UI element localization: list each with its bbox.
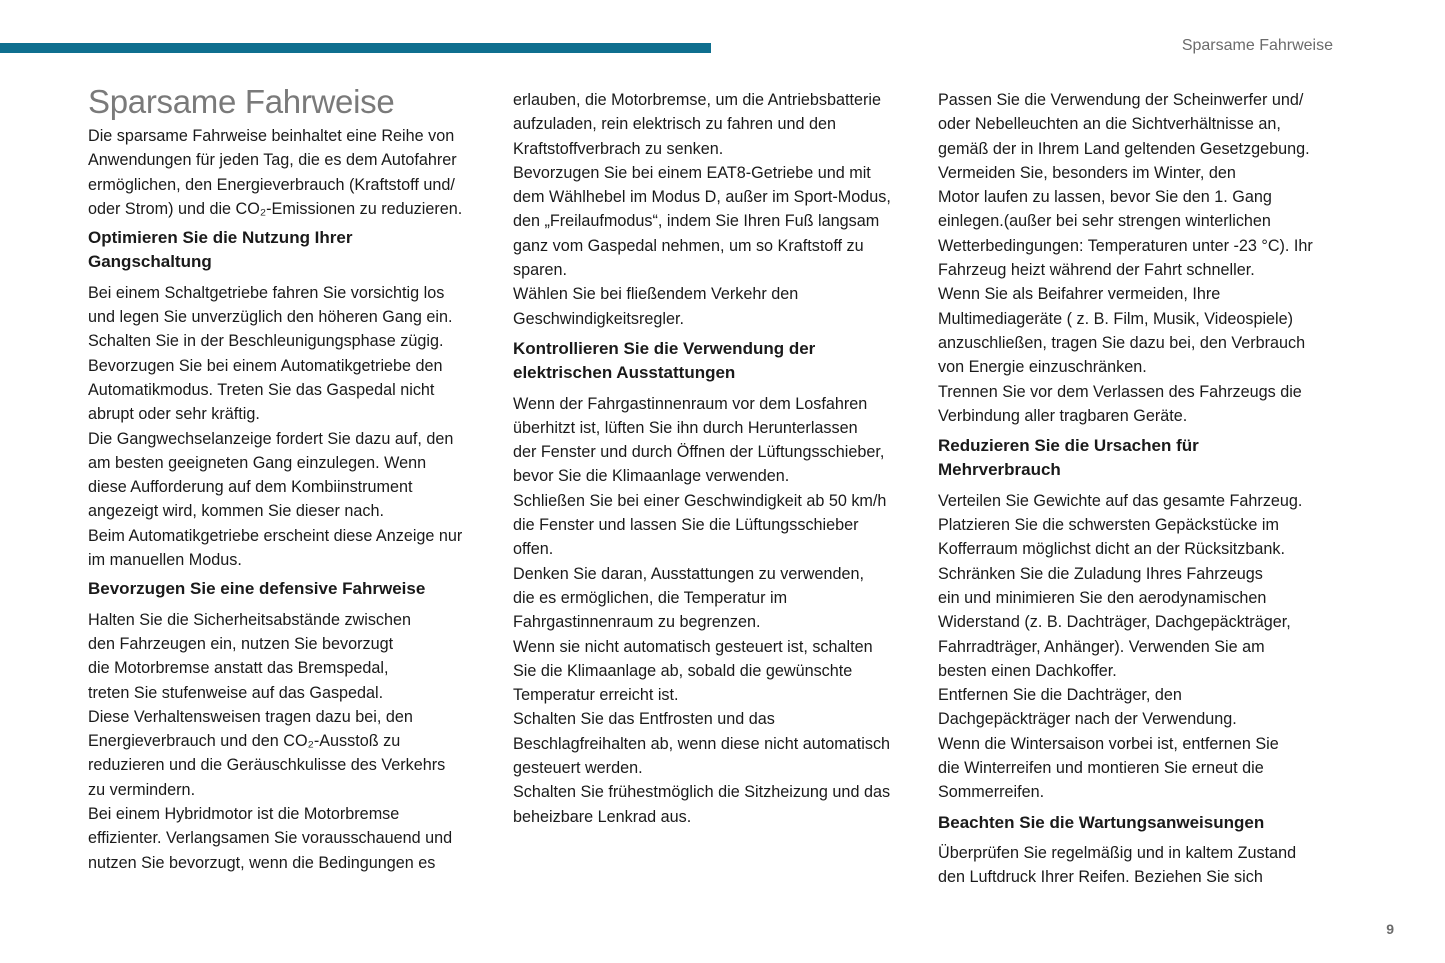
page-number: 9 <box>1386 921 1394 937</box>
text-line: Wenn die Wintersaison vorbei ist, entfernen Sie <box>938 734 1279 753</box>
text-line: Halten Sie die Sicherheitsabstände zwischen <box>88 610 412 629</box>
text-line: oder Nebelleuchten an die Sichtverhältnisse an, <box>938 115 1281 134</box>
text-line: Verbindung aller tragbaren Geräte. <box>938 406 1188 425</box>
text-line: Entfernen Sie die Dachträger, den <box>938 686 1182 705</box>
text-line: die es ermöglichen, die Temperatur im <box>513 588 788 607</box>
section-heading <box>88 226 488 275</box>
column-1 <box>88 0 488 875</box>
text-line: ermöglichen, den Energieverbrauch (Kraftstoff und/ <box>88 175 455 194</box>
text-line: elektrischen Ausstattungen <box>513 363 736 383</box>
text-line: Multimediageräte ( z. B. Film, Musik, Videospiele) <box>938 309 1294 328</box>
text-line: Sommerreifen. <box>938 783 1045 802</box>
text-line: treten Sie stufenweise auf das Gaspedal. <box>88 683 384 702</box>
text-line: zu vermindern. <box>88 780 196 799</box>
text-line: Fahrradträger, Anhänger). Verwenden Sie am <box>938 637 1265 656</box>
text-line: Widerstand (z. B. Dachträger, Dachgepäckträger, <box>938 613 1291 632</box>
text-line: Schalten Sie in der Beschleunigungsphase zügig. <box>88 332 444 351</box>
text-line: reduzieren und die Geräuschkulisse des Verkehrs <box>88 756 446 775</box>
text-line: Verteilen Sie Gewichte auf das gesamte Fahrzeug. <box>938 491 1303 510</box>
text-line: Sie die Klimaanlage ab, sobald die gewünschte <box>513 661 853 680</box>
text-line: diese Aufforderung auf dem Kombiinstrument <box>88 478 413 497</box>
text-line: Wenn Sie als Beifahrer vermeiden, Ihre <box>938 285 1221 304</box>
text-line: Die Gangwechselanzeige fordert Sie dazu auf, den <box>88 429 454 448</box>
text-line: die Motorbremse anstatt das Bremspedal, <box>88 659 389 678</box>
text-line: Überprüfen Sie regelmäßig und in kaltem Zustand <box>938 843 1297 862</box>
text-line: Mehrverbrauch <box>938 460 1061 480</box>
section-heading <box>88 577 488 601</box>
text-line: ein und minimieren Sie den aerodynamischen <box>938 588 1267 607</box>
text-line: dem Wählhebel im Modus D, außer im Sport-Modus, <box>513 188 891 207</box>
text-line: Gangschaltung <box>88 252 212 272</box>
text-line: Kofferraum möglichst dicht an der Rücksitzbank. <box>938 540 1285 559</box>
text-line: den Fahrzeugen ein, nutzen Sie bevorzugt <box>88 634 394 653</box>
text-line: Schalten Sie frühestmöglich die Sitzheizung und das <box>513 783 891 802</box>
text-line: Wenn sie nicht automatisch gesteuert ist, schalten <box>513 637 873 656</box>
text-line: den „Freilaufmodus“, indem Sie Ihren Fuß langsam <box>513 212 880 231</box>
section-heading <box>513 337 913 386</box>
text-line: aufzuladen, rein elektrisch zu fahren und den <box>513 115 837 134</box>
section-heading <box>938 434 1338 483</box>
text-line: Diese Verhaltensweisen tragen dazu bei, den <box>88 707 413 726</box>
text-line: Denken Sie daran, Ausstattungen zu verwenden, <box>513 564 864 583</box>
paragraph <box>88 124 488 221</box>
text-line: im manuellen Modus. <box>88 551 242 570</box>
text-line: Fahrgastinnenraum zu begrenzen. <box>513 613 761 632</box>
text-line: Geschwindigkeitsregler. <box>513 309 684 328</box>
text-line: Schränken Sie die Zuladung Ihres Fahrzeugs <box>938 564 1263 583</box>
paragraph <box>513 392 913 829</box>
text-line: Beschlagfreihalten ab, wenn diese nicht automatisch <box>513 734 891 753</box>
text-line: abrupt oder sehr kräftig. <box>88 405 260 424</box>
text-line: Vermeiden Sie, besonders im Winter, den <box>938 163 1236 182</box>
text-line: Kraftstoffverbrach zu senken. <box>513 139 724 158</box>
paragraph <box>938 489 1338 805</box>
text-line: Beim Automatikgetriebe erscheint diese Anzeige nur <box>88 526 463 545</box>
paragraph <box>938 88 1338 428</box>
text-line: offen. <box>513 540 554 559</box>
page-title: Sparsame Fahrweise <box>88 83 395 120</box>
text-line: Schalten Sie das Entfrosten und das <box>513 710 775 729</box>
column-2 <box>513 88 913 829</box>
column-3 <box>938 88 1338 890</box>
text-line: am besten geeigneten Gang einzulegen. Wenn <box>88 453 427 472</box>
text-line: bevor Sie die Klimaanlage verwenden. <box>513 467 790 486</box>
text-line: Wenn der Fahrgastinnenraum vor dem Losfahren <box>513 394 868 413</box>
paragraph <box>513 88 913 331</box>
text-line: Bevorzugen Sie bei einem Automatikgetriebe den <box>88 356 443 375</box>
text-line: Reduzieren Sie die Ursachen für <box>938 436 1199 456</box>
text-line: gesteuert werden. <box>513 759 643 778</box>
text-line: angezeigt wird, kommen Sie dieser nach. <box>88 502 385 521</box>
text-line: überhitzt ist, lüften Sie ihn durch Herunterlassen <box>513 418 858 437</box>
text-line: oder Strom) und die CO₂-Emissionen zu reduzieren. <box>88 199 463 218</box>
text-line: der Fenster und durch Öffnen der Lüftungsschieber, <box>513 443 885 462</box>
text-line: Dachgepäckträger nach der Verwendung. <box>938 710 1237 729</box>
text-line: erlauben, die Motorbremse, um die Antriebsbatterie <box>513 91 882 109</box>
text-line: ganz vom Gaspedal nehmen, um so Kraftstoff zu <box>513 236 864 255</box>
text-line: Anwendungen für jeden Tag, die es dem Autofahrer <box>88 151 457 170</box>
text-line: von Energie einzuschränken. <box>938 358 1147 377</box>
text-line: einlegen.(außer bei sehr strengen winterlichen <box>938 212 1271 231</box>
text-line: und legen Sie unverzüglich den höheren Gang ein. <box>88 308 453 327</box>
text-line: Passen Sie die Verwendung der Scheinwerfer und/ <box>938 91 1304 109</box>
text-line: Wählen Sie bei fließendem Verkehr den <box>513 285 799 304</box>
text-line: Automatikmodus. Treten Sie das Gaspedal nicht <box>88 380 435 399</box>
text-line: Temperatur erreicht ist. <box>513 686 679 705</box>
running-head: Sparsame Fahrweise <box>1181 37 1333 54</box>
text-line: Platzieren Sie die schwersten Gepäckstücke im <box>938 516 1279 535</box>
text-line: Beachten Sie die Wartungsanweisungen <box>938 812 1265 832</box>
text-line: Motor laufen zu lassen, bevor Sie den 1. Gang <box>938 188 1272 207</box>
text-line: Fahrzeug heizt während der Fahrt schneller. <box>938 261 1255 280</box>
text-line: die Fenster und lassen Sie die Lüftungsschieber <box>513 516 859 535</box>
text-line: effizienter. Verlangsamen Sie vorausschauend und <box>88 829 453 848</box>
paragraph <box>938 841 1338 890</box>
text-line: sparen. <box>513 261 567 280</box>
text-line: Optimieren Sie die Nutzung Ihrer <box>88 228 353 248</box>
text-line: beheizbare Lenkrad aus. <box>513 807 692 826</box>
text-line: nutzen Sie bevorzugt, wenn die Bedingungen es <box>88 853 436 872</box>
text-line: Kontrollieren Sie die Verwendung der <box>513 338 816 358</box>
text-line: den Luftdruck Ihrer Reifen. Beziehen Sie sich <box>938 868 1263 887</box>
text-line: Die sparsame Fahrweise beinhaltet eine Reihe von <box>88 127 455 145</box>
text-line: die Winterreifen und montieren Sie erneut die <box>938 759 1264 778</box>
text-line: Bei einem Schaltgetriebe fahren Sie vorsichtig los <box>88 283 445 302</box>
section-heading <box>938 811 1338 835</box>
text-line: Trennen Sie vor dem Verlassen des Fahrzeugs die <box>938 382 1302 401</box>
text-line: Schließen Sie bei einer Geschwindigkeit ab 50 km/h <box>513 491 887 510</box>
text-line: Bevorzugen Sie eine defensive Fahrweise <box>88 579 426 599</box>
text-line: gemäß der in Ihrem Land geltenden Gesetzgebung. <box>938 139 1310 158</box>
text-line: Bei einem Hybridmotor ist die Motorbremse <box>88 805 400 824</box>
text-line: besten einen Dachkoffer. <box>938 661 1117 680</box>
text-line: Wetterbedingungen: Temperaturen unter -23 °C). Ihr <box>938 236 1313 255</box>
paragraph <box>88 608 488 875</box>
text-line: Energieverbrauch und den CO₂-Ausstoß zu <box>88 732 401 751</box>
paragraph <box>88 281 488 573</box>
text-line: anzuschließen, tragen Sie dazu bei, den Verbrauch <box>938 333 1306 352</box>
text-line: Bevorzugen Sie bei einem EAT8-Getriebe und mit <box>513 163 871 182</box>
